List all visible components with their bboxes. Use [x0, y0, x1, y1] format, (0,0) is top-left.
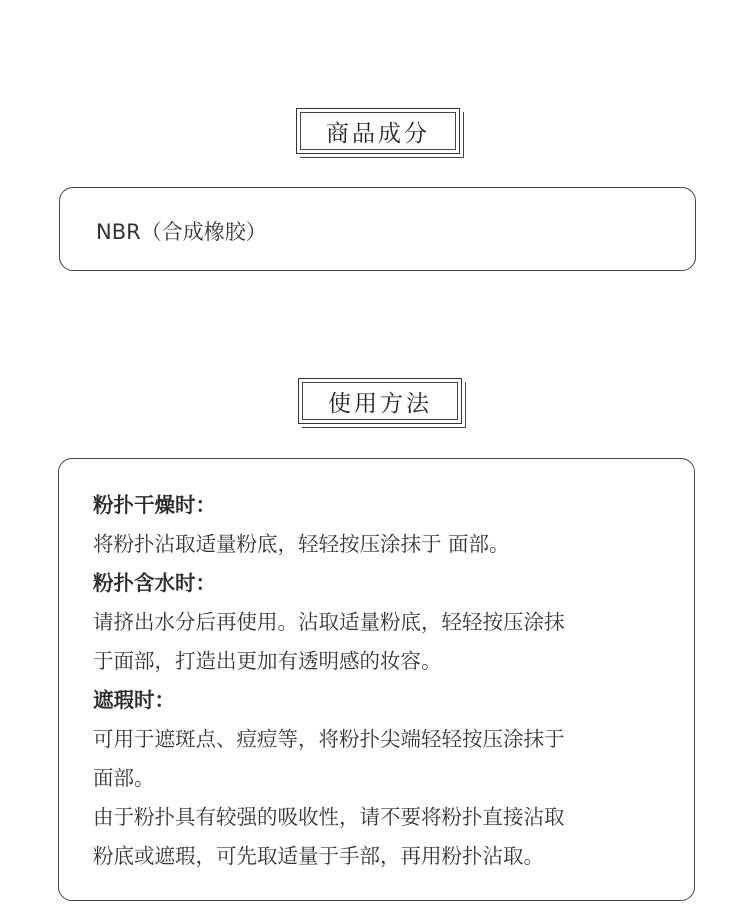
- usage-panel: [58, 458, 695, 901]
- ingredients-section-title: [296, 108, 460, 154]
- usage-line: 由于粉扑具有较强的吸收性，请不要将粉扑直接沾取: [93, 805, 565, 829]
- usage-section-title: [298, 378, 462, 424]
- usage-heading-concealer: 遮瑕时：: [93, 688, 175, 712]
- usage-title-text: 使用方法: [328, 390, 432, 417]
- usage-content: [93, 486, 663, 876]
- usage-heading-dry: 粉扑干燥时：: [93, 493, 216, 517]
- usage-heading-wet: 粉扑含水时：: [93, 571, 216, 595]
- usage-line: 面部。: [93, 766, 155, 790]
- ingredients-content: NBR（合成橡胶）: [96, 220, 267, 244]
- usage-line: 可用于遮斑点、痘痘等，将粉扑尖端轻轻按压涂抹于: [93, 727, 565, 751]
- usage-line: 请挤出水分后再使用。沾取适量粉底，轻轻按压涂抹: [93, 610, 565, 634]
- usage-line: 将粉扑沾取适量粉底，轻轻按压涂抹于 面部。: [93, 532, 510, 556]
- usage-line: 粉底或遮瑕，可先取适量于手部，再用粉扑沾取。: [93, 844, 544, 868]
- usage-line: 于面部，打造出更加有透明感的妆容。: [93, 649, 442, 673]
- ingredients-title-text: 商品成分: [326, 120, 430, 147]
- ingredients-panel: [59, 187, 696, 271]
